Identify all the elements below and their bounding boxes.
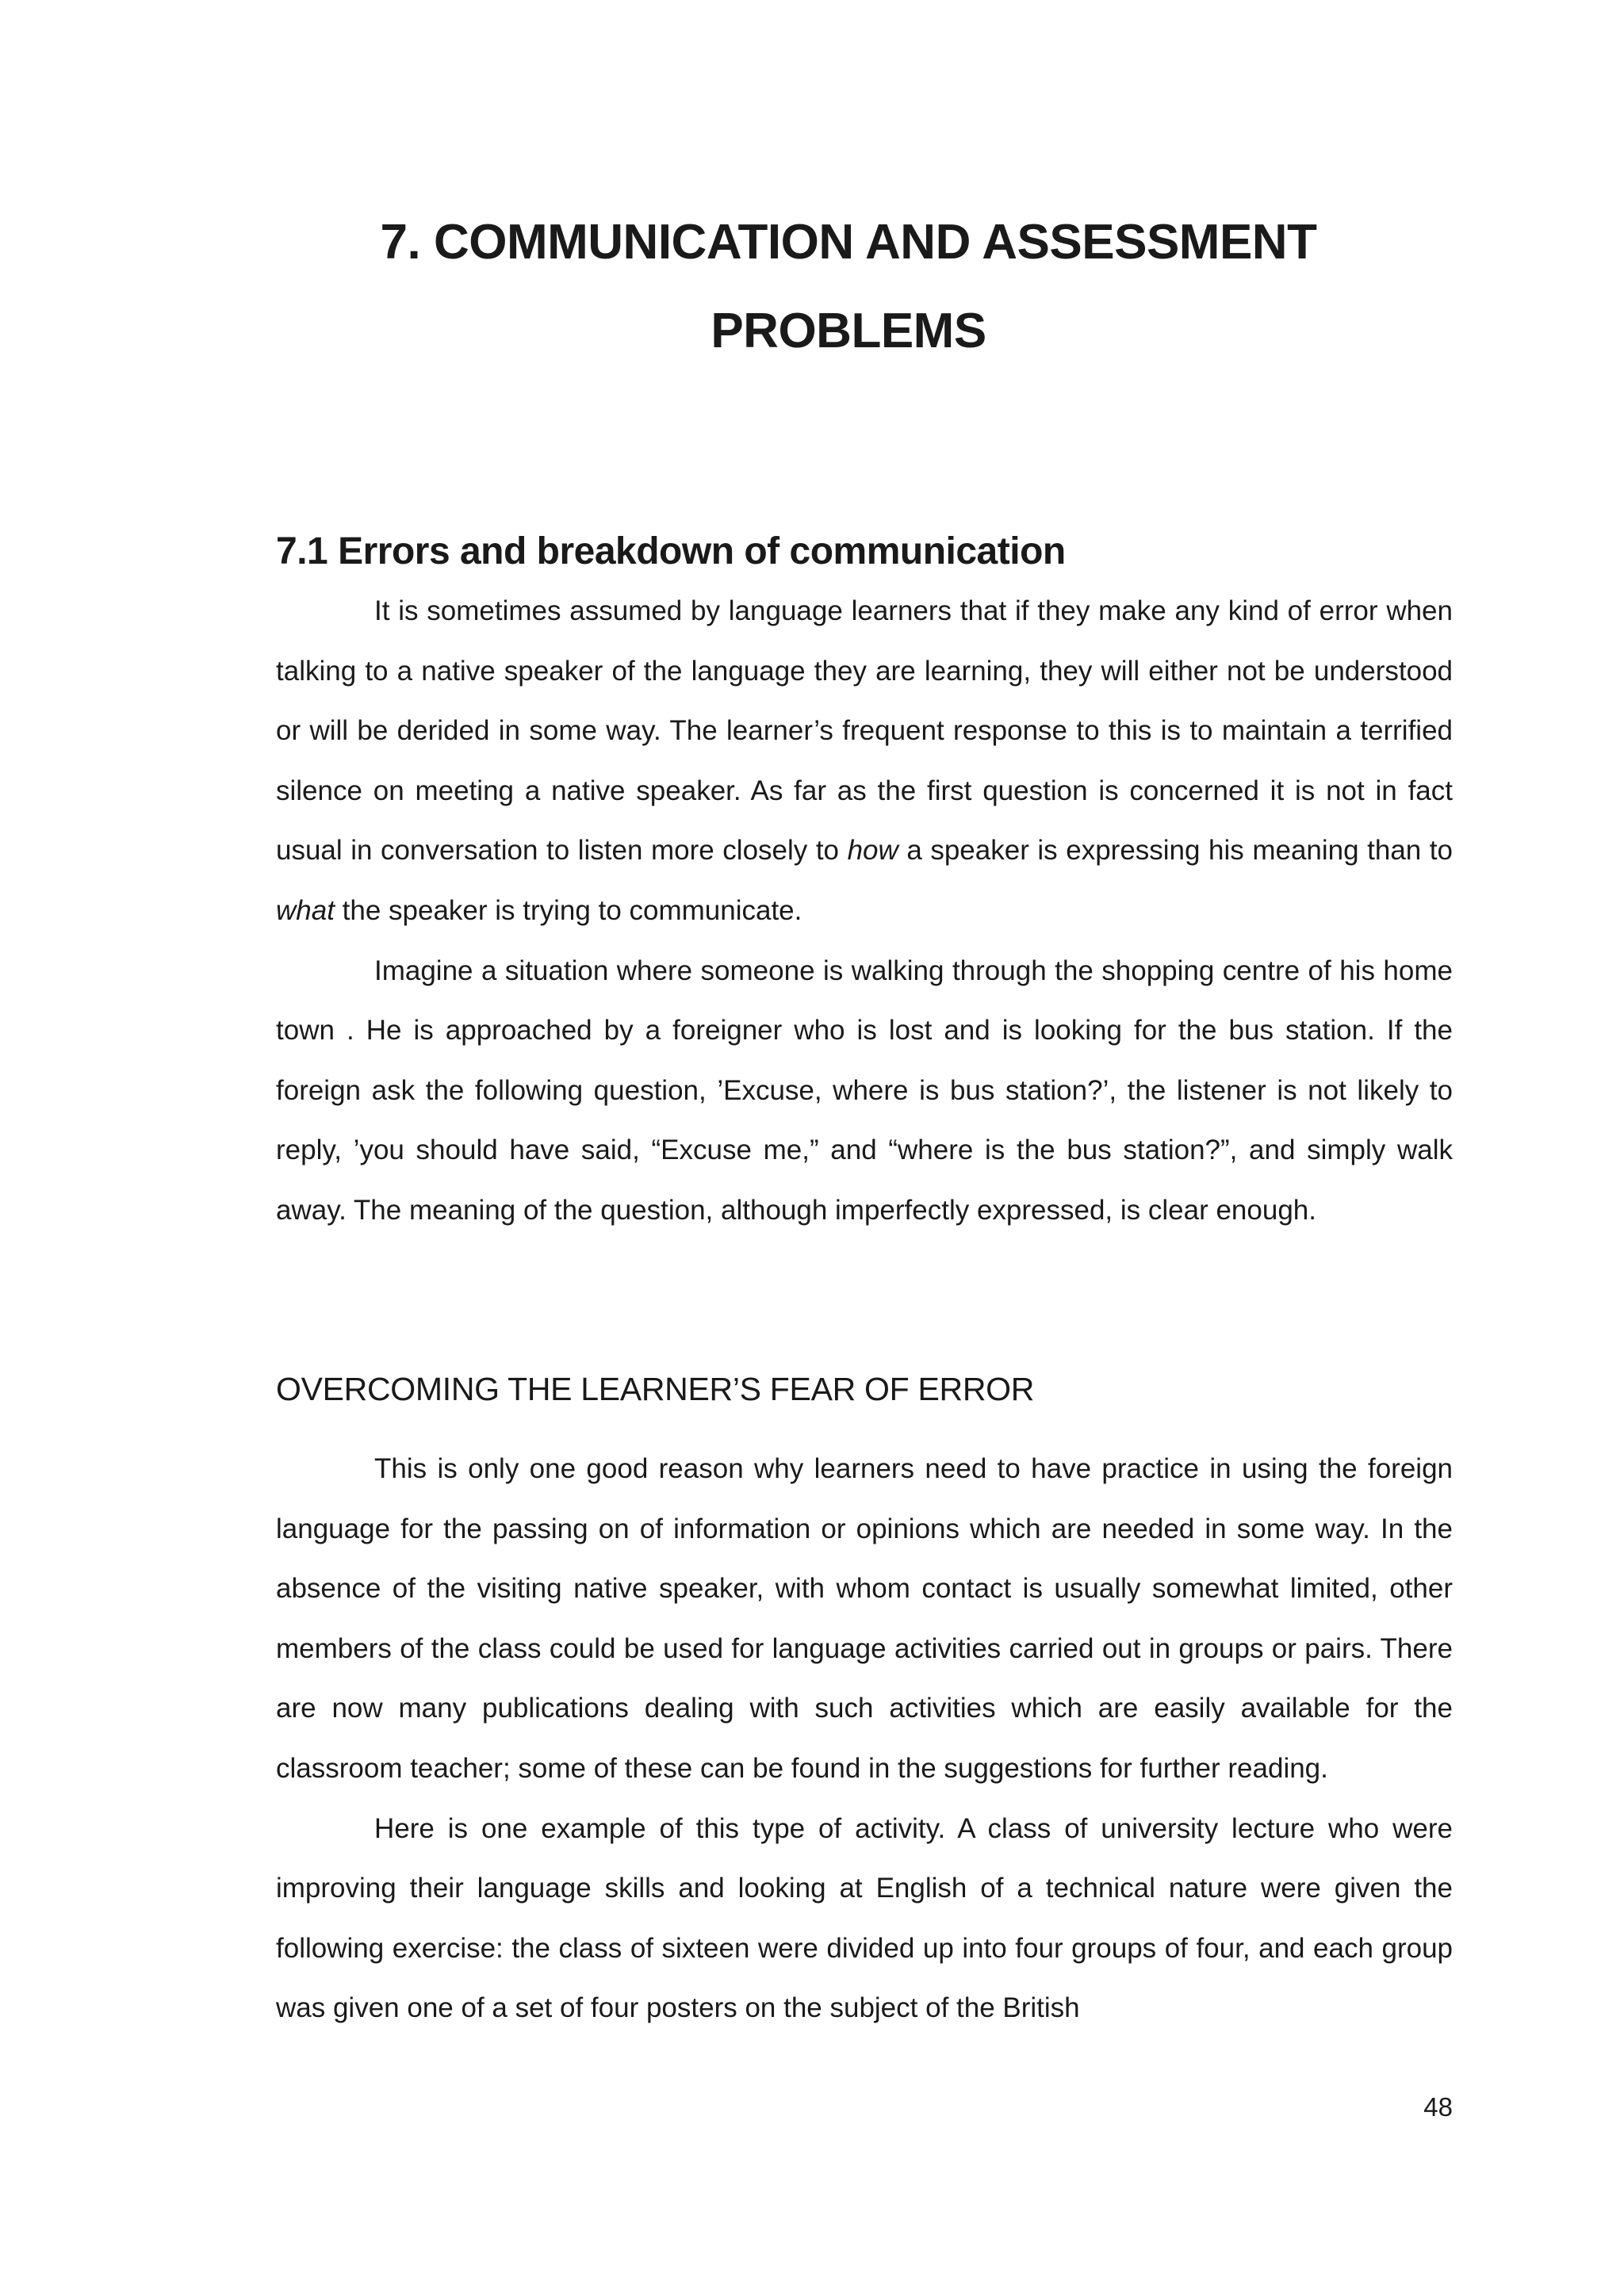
paragraph: This is only one good reason why learners need to have practice in using the foreign language for the passing on of information or opinions which are needed in some way. In the absence of the visiting native speaker, with whom contact is usually somewhat limited, other members of the class could be used for language activities carried out in groups or pairs. There are now many publications dealing with such activities which are easily available for the classroom teacher; some of these can be found in the suggestions for further reading.: [276, 1453, 1453, 1784]
paragraph-text: the speaker is trying to communicate.: [334, 894, 802, 926]
chapter-title: [238, 198, 1459, 376]
paragraph: Imagine a situation where someone is walking through the shopping centre of his home town . He is approached by a foreigner who is lost and is looking for the bus station. If the foreign ask the following question, ’Excuse, where is bus station?’, the listener is not likely to reply, ’you should have said, “Excuse me,” and “where is the bus station?”, and simply walk away. The meaning of the question, although imperfectly expressed, is clear enough.: [276, 955, 1453, 1226]
chapter-title-line-1: 7. COMMUNICATION AND ASSESSMENT: [380, 215, 1317, 270]
paragraph-text: It is sometimes assumed by language learners that if they make any kind of error when talking to a native speaker of the language they are learning, they will either not be understood or will be derided in some way. The learner’s frequent response to this is to maintain a terrified silence on meeting a native speaker. As far as the first question is concerned it is not in fact usual in conversation to listen more closely to: [276, 595, 1453, 867]
emphasis-text: how: [847, 835, 898, 867]
section-body: [276, 581, 1453, 1241]
paragraph-text: a speaker is expressing his meaning than to: [898, 835, 1453, 867]
subheading: OVERCOMING THE LEARNER’S FEAR OF ERROR: [276, 1371, 1035, 1407]
chapter-title-line-2: PROBLEMS: [710, 304, 986, 358]
section-heading: 7.1 Errors and breakdown of communication: [276, 530, 1066, 572]
paragraph: [276, 581, 1453, 941]
paragraph: Here is one example of this type of activity. A class of university lecture who were improving their language skills and looking at English of a technical nature were given the following exercise: the class of sixteen were divided up into four groups of four, and each group was given one of a set of four posters on the subject of the British: [276, 1812, 1453, 2024]
emphasis-text: what: [276, 894, 335, 926]
page-number: 48: [1423, 2092, 1453, 2122]
subsection-body: [276, 1439, 1453, 2038]
